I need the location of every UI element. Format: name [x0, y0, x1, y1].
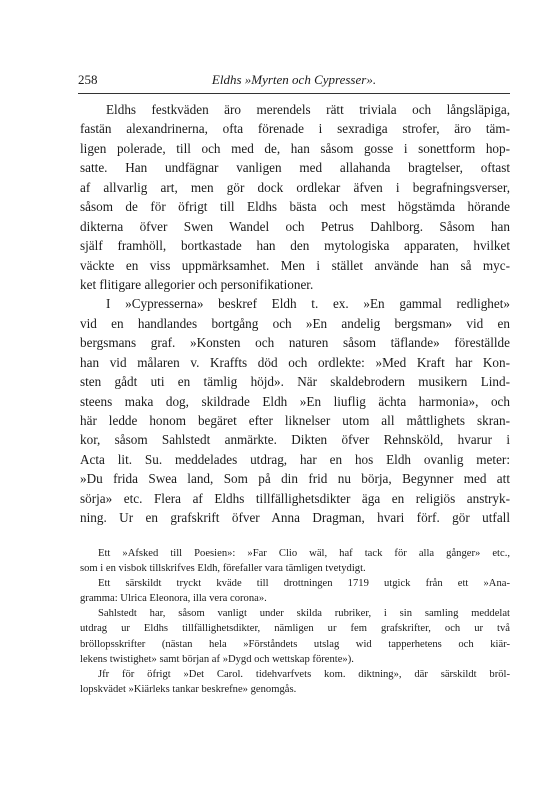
body-line: bergsmans graf. »Konsten och naturen såsom täflande» föreställde [80, 335, 510, 351]
footnote-line: som i en visbok tillskrifves Eldh, förefaller vara tämligen tvetydigt. [80, 563, 366, 575]
body-line: sörja» etc. Flera af Eldhs tillfällighetsdikter äga en religiös anstryk- [80, 490, 510, 506]
footnote-line: Ett »Afsked till Poesien»: »Far Clio wäl, haf tack för alla gånger» etc., [98, 548, 510, 559]
body-line: ligen polerade, till och med de, han såsom gosse i sonettform hop- [80, 140, 510, 156]
body-line: såsom de för öfrigt till Eldhs bästa och mest högstämda hörande [80, 199, 510, 215]
body-line: här ledde honom begäret efter liknelser utom all måttlighets skran- [80, 413, 510, 428]
footnote-line: gramma: Ulrica Eleonora, illa vera corona». [80, 593, 267, 605]
body-line: väckte en viss uppmärksamhet. Men i stället använde han så myc- [80, 257, 510, 273]
body-line: I »Cypresserna» beskref Eldh t. ex. »En gammal redlighet» [106, 296, 510, 312]
body-line: kor, såsom Sahlstedt anmärkte. Dikten öfver Rehnsköld, hvarur i [80, 432, 510, 448]
header-rule [78, 93, 510, 94]
footnote-line: bröllopsskrifter (nästan hela »Förståndets utslag wid tapperhetens och kiär- [80, 638, 510, 650]
footnote-line: Sahlstedt har, såsom vanligt under skilda rubriker, i sin samling meddelat [98, 608, 510, 620]
footnotes [80, 546, 510, 697]
running-title: Eldhs »Myrten och Cypresser». [211, 72, 377, 87]
footnote-line: lopskvädet »Kiärleks tankar beskrefne» genomgås. [80, 683, 297, 695]
footnote-line: Jfr för öfrigt »Det Carol. tidehvarfvets kom. diktning», där särskildt bröl- [98, 668, 510, 680]
page-header [78, 71, 510, 89]
footnote-line: utdrag ur Eldhs tillfällighetsdikter, nämligen ur fem grafskrifter, och ur två [80, 623, 510, 635]
body-line: dikterna öfver Swen Wandel och Petrus Dahlborg. Såsom han [80, 218, 510, 234]
body-line: satte. Han undfägnar vanligen med allahanda bragtelser, oftast [80, 160, 510, 176]
footnote-line: lekens twistighet» samt början af »Dygd och wettskap förente»). [80, 653, 354, 665]
body-line: Acta lit. Su. meddelades utdrag, har en hos Eldh ovanlig meter: [80, 451, 510, 467]
body-line: ning. Ur en grafskrift öfver Anna Dragman, hvari förf. gör utfall [80, 510, 510, 526]
body-line: Eldhs festkväden äro merendels rätt triviala och långsläpiga, [106, 102, 510, 117]
body-text [80, 100, 510, 528]
body-line: han vid målaren v. Kraffts död och ordlekte: »Med Kraft har Kon- [80, 354, 510, 370]
body-line: själf framhöll, bortkastade han den mytologiska apparaten, hvilket [80, 238, 510, 254]
page-number: 258 [78, 72, 98, 87]
footnote-line: Ett särskildt tryckt kväde till drottningen 1719 utgick från ett »Ana- [98, 578, 510, 590]
body-line: »Du frida Swea land, Som på din frid nu börja, Begynner med att [80, 471, 510, 487]
body-line: ket flitigare allegorier och personifikationer. [80, 276, 314, 292]
body-line: fastän alexandrinerna, ofta förenade i sexradiga strofer, äro täm- [80, 121, 510, 137]
body-line: sten gådt uti en tämlig höjd». När skaldebrodern musikern Lind- [80, 374, 510, 390]
body-line: steens maka dog, skildrade Eldh »En liuflig ächta harmonia», och [80, 393, 510, 409]
body-line: vid en handlandes bortgång och »En andelig bergsman» vid en [80, 315, 510, 331]
body-line: af allvarlig art, men gör dock ordlekar äfven i begrafningsverser, [80, 179, 510, 195]
